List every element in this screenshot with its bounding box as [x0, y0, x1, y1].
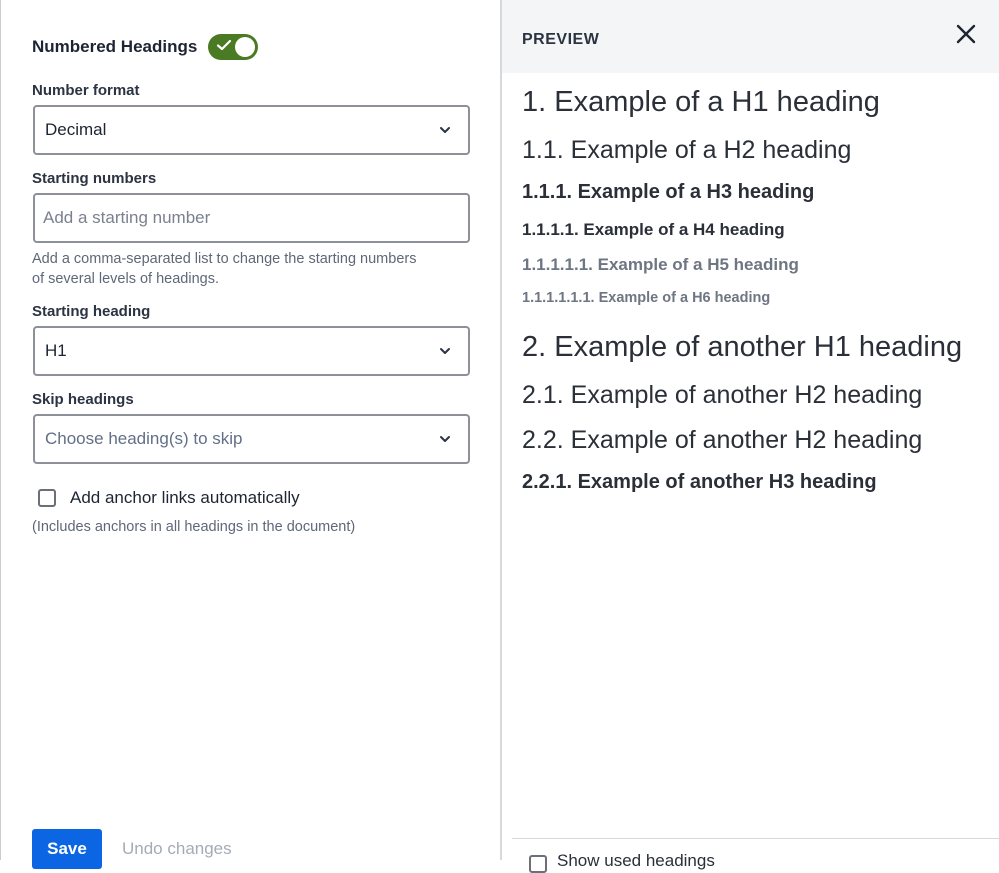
numbered-headings-toggle-row	[32, 34, 258, 60]
undo-changes-button[interactable]: Undo changes	[122, 839, 232, 858]
preview-heading-h1: 2. Example of another H1 heading	[522, 331, 963, 363]
show-used-headings-label[interactable]: Show used headings	[557, 851, 715, 870]
starting-heading-select[interactable]	[33, 326, 470, 376]
skip-headings-select[interactable]	[33, 414, 470, 464]
numbered-headings-toggle[interactable]	[208, 34, 258, 60]
anchor-links-checkbox[interactable]	[38, 489, 56, 507]
starting-heading-label: Starting heading	[32, 303, 151, 320]
settings-panel	[0, 0, 500, 860]
preview-heading-h2: 1.1. Example of a H2 heading	[522, 136, 852, 164]
preview-header	[502, 0, 999, 73]
preview-heading-h3: 1.1.1. Example of a H3 heading	[522, 181, 815, 203]
skip-headings-placeholder: Choose heading(s) to skip	[45, 429, 243, 448]
show-used-headings-checkbox[interactable]	[529, 855, 547, 873]
close-icon[interactable]	[954, 22, 978, 46]
anchor-links-row	[38, 488, 300, 508]
starting-numbers-input[interactable]	[33, 193, 470, 243]
starting-numbers-help	[32, 249, 472, 289]
preview-heading-h5: 1.1.1.1.1. Example of a H5 heading	[522, 255, 799, 274]
chevron-down-icon	[438, 344, 452, 358]
preview-heading-h2: 2.1. Example of another H2 heading	[522, 381, 923, 409]
preview-heading-h3: 2.2.1. Example of another H3 heading	[522, 471, 877, 493]
toggle-knob	[235, 37, 255, 57]
preview-heading-h2: 2.2. Example of another H2 heading	[522, 426, 923, 454]
preview-heading-h4: 1.1.1.1. Example of a H4 heading	[522, 220, 785, 239]
skip-headings-label: Skip headings	[32, 391, 134, 408]
numbered-headings-label: Numbered Headings	[32, 37, 198, 56]
chevron-down-icon	[438, 123, 452, 137]
starting-heading-value: H1	[45, 341, 67, 360]
preview-footer-divider	[512, 838, 999, 839]
anchor-links-note: (Includes anchors in all headings in the document)	[32, 519, 356, 535]
preview-panel	[502, 0, 999, 870]
preview-heading-h6: 1.1.1.1.1.1. Example of a H6 heading	[522, 290, 771, 306]
number-format-label: Number format	[32, 82, 140, 99]
starting-numbers-help-line2: of several levels of headings.	[32, 271, 219, 287]
starting-numbers-label: Starting numbers	[32, 170, 157, 187]
preview-heading-h1: 1. Example of a H1 heading	[522, 86, 880, 118]
number-format-select[interactable]	[33, 105, 470, 155]
starting-numbers-help-line1: Add a comma-separated list to change the starting numbers	[32, 251, 417, 267]
save-button[interactable]: Save	[32, 829, 102, 869]
check-icon	[216, 37, 232, 53]
chevron-down-icon	[438, 432, 452, 446]
number-format-value: Decimal	[45, 120, 107, 139]
anchor-links-label[interactable]: Add anchor links automatically	[70, 488, 300, 507]
preview-title: PREVIEW	[522, 31, 600, 48]
